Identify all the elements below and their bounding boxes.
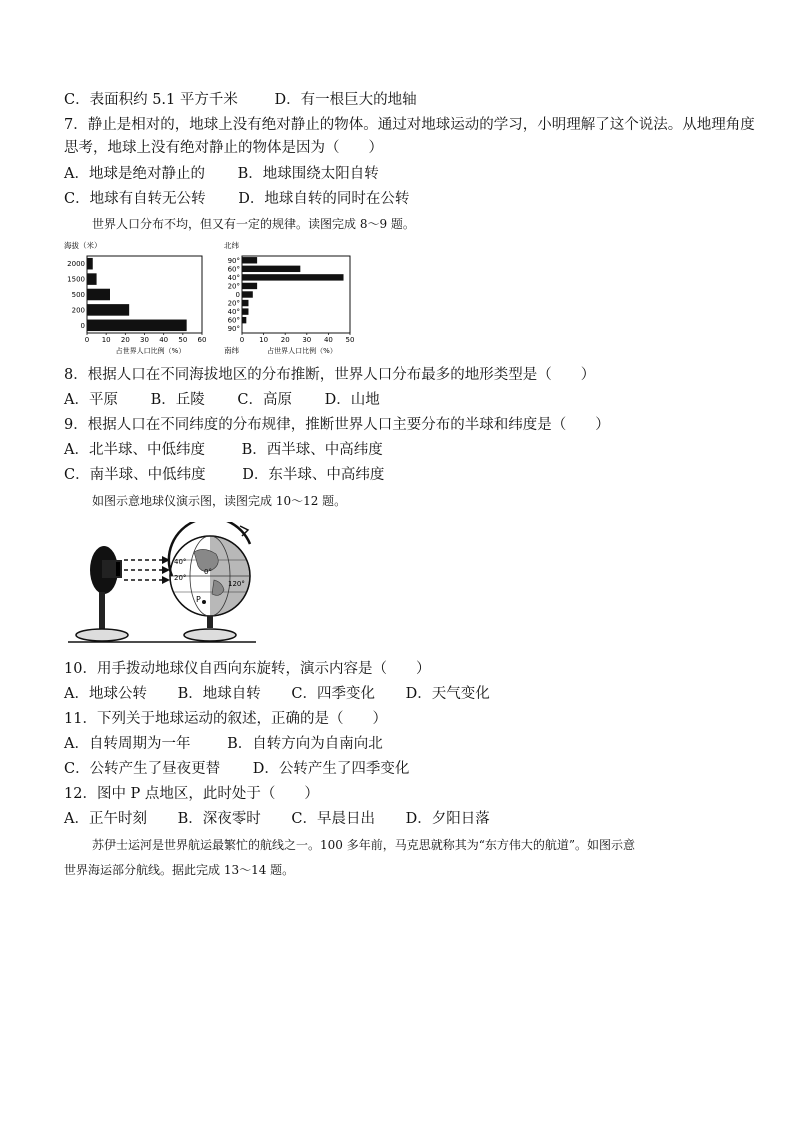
category-label: 90° (227, 256, 240, 265)
q11-options-row2 (64, 759, 409, 779)
wind-arrows (124, 560, 162, 580)
category-label: 40° (227, 308, 240, 317)
q7-option-d: D．地球自转的同时在公转 (238, 191, 410, 207)
q7-option-a: A．地球是绝对静止的 (64, 166, 205, 182)
q12-option-d: D．夕阳日落 (405, 811, 490, 827)
category-label: 60° (227, 265, 240, 274)
q7-option-c: C．地球有自转无公转 (64, 191, 206, 207)
q11-option-c: C．公转产生了昼夜更替 (64, 761, 221, 777)
bar (242, 266, 300, 272)
bar (87, 258, 93, 270)
tick-label: 0 (84, 336, 90, 344)
q10-option-a: A．地球公转 (64, 686, 147, 702)
q8-stem: 8．根据人口在不同海拔地区的分布推断，世界人口分布最多的地形类型是（ ） (64, 367, 596, 383)
tick-label: 0 (239, 336, 245, 344)
q8-option-d: D．山地 (324, 392, 380, 408)
q7-options-row2 (64, 189, 409, 209)
latitude-population-chart (222, 238, 362, 362)
q11-option-b: B．自转方向为自南向北 (227, 736, 383, 752)
q12-stem: 12．图中 P 点地区，此时处于（ ） (64, 786, 319, 802)
q11-stem: 11．下列关于地球运动的叙述，正确的是（ ） (64, 711, 387, 727)
tick-label: 40 (323, 336, 333, 344)
q8-option-b: B．丘陵 (150, 392, 205, 408)
q8-option-a: A．平原 (64, 392, 118, 408)
bar (242, 257, 257, 263)
altitude-population-chart (62, 238, 212, 362)
q9-option-d: D．东半球、中高纬度 (242, 467, 385, 483)
q12-option-a: A．正午时刻 (64, 811, 147, 827)
category-label: 200 (71, 306, 85, 315)
q7-option-b: B．地球围绕太阳自转 (237, 166, 379, 182)
tick-label: 10 (101, 336, 111, 344)
q11-options-row1 (64, 734, 383, 754)
category-label: 500 (71, 291, 85, 299)
tick-label: 30 (140, 336, 149, 344)
tick-label: 50 (178, 336, 188, 344)
globe-label-2: 20° (174, 574, 187, 582)
globe-illustration (169, 522, 250, 641)
q9-option-b: B．西半球、中高纬度 (241, 442, 383, 458)
category-label: 60° (227, 316, 240, 325)
bottom-label: 南纬 (224, 346, 239, 355)
bar (242, 308, 248, 314)
category-label: 2000 (67, 260, 85, 269)
bar (87, 273, 97, 285)
q9-option-a: A．北半球、中低纬度 (64, 442, 205, 458)
category-label: 90° (227, 325, 240, 334)
tick-label: 40 (159, 336, 169, 344)
q9-options-row2 (64, 465, 384, 485)
tick-label: 60 (197, 336, 207, 344)
tick-label: 30 (302, 336, 312, 344)
q13-14-intro-line1: 苏伊士运河是世界航运最繁忙的航线之一。100 多年前，马克思就称其为“东方伟大的航道”。如图示意 (92, 838, 635, 852)
globe-label-3: 0° (204, 568, 212, 576)
category-label: 0 (80, 321, 85, 330)
category-label: 40° (227, 273, 240, 282)
q7-stem-line1: 7．静止是相对的，地球上没有绝对静止的物体。通过对地球运动的学习，小明理解了这个说法。从地理角度 (64, 117, 755, 133)
q12-options (64, 809, 490, 829)
bar (242, 300, 248, 306)
q9-stem: 9．根据人口在不同纬度的分布规律，推断世界人口主要分布的半球和纬度是（ ） (64, 417, 610, 433)
bar (87, 320, 187, 332)
y-axis-title: 海拔（米） (64, 241, 102, 250)
q13-14-intro-line2: 世界海运部分航线。据此完成 13～14 题。 (64, 863, 295, 877)
bar (87, 289, 110, 301)
tick-label: 20 (280, 336, 290, 344)
q10-option-d: D．天气变化 (405, 686, 490, 702)
q10-stem: 10．用手拨动地球仪自西向东旋转，演示内容是（ ） (64, 661, 431, 677)
q11-option-a: A．自转周期为一年 (64, 736, 191, 752)
q6-options-line (64, 90, 417, 110)
bar (242, 291, 253, 297)
x-axis-title: 占世界人口比例（%） (267, 347, 337, 355)
q8-option-c: C．高原 (237, 392, 292, 408)
q8-options (64, 390, 380, 410)
bar (242, 317, 246, 323)
q10-12-intro: 如图示意地球仪演示图，读图完成 10～12 题。 (92, 494, 347, 508)
globe-label-1: 40° (174, 558, 187, 566)
tick-label: 10 (259, 336, 269, 344)
q10-option-b: B．地球自转 (177, 686, 261, 702)
category-label: 1500 (67, 275, 85, 284)
q12-option-b: B．深夜零时 (177, 811, 261, 827)
q9-options-row1 (64, 440, 383, 460)
q10-options (64, 684, 490, 704)
bar (242, 283, 257, 289)
bar (87, 304, 129, 316)
category-label: 20° (227, 282, 240, 291)
point-p-label: P (196, 595, 201, 604)
fan-globe-figure (64, 522, 264, 646)
q6-option-c: C．表面积约 5.1 平方千米 (64, 92, 238, 108)
q11-option-d: D．公转产生了四季变化 (252, 761, 410, 777)
tick-label: 50 (345, 336, 355, 344)
category-label: 20° (227, 299, 240, 308)
q6-option-d: D．有一根巨大的地轴 (274, 92, 417, 108)
q7-options-row1 (64, 164, 379, 184)
q8-9-intro: 世界人口分布不均，但又有一定的规律。读图完成 8～9 题。 (92, 217, 415, 231)
bar (242, 274, 344, 280)
globe-label-4: 120° (228, 580, 245, 588)
q9-option-c: C．南半球、中低纬度 (64, 467, 206, 483)
q7-stem-line2: 思考，地球上没有绝对静止的物体是因为（ ） (64, 140, 383, 156)
tick-label: 20 (120, 336, 130, 344)
top-label: 北纬 (224, 241, 239, 250)
q12-option-c: C．早晨日出 (291, 811, 375, 827)
category-label: 0 (235, 291, 240, 299)
x-axis-title: 占世界人口比例（%） (115, 347, 186, 355)
q10-option-c: C．四季变化 (291, 686, 375, 702)
